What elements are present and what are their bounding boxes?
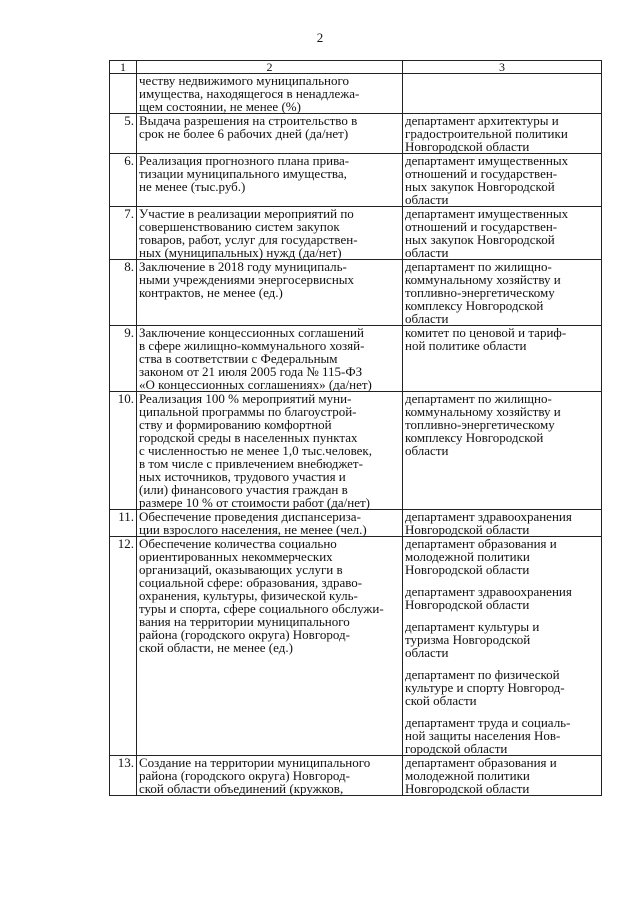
row-number: 9. <box>110 326 137 392</box>
indicator-text-line: имущества, находящегося в ненадлежа- <box>139 86 360 101</box>
header-col-1: 1 <box>110 61 137 74</box>
responsible-text-line: департамент труда и социаль- <box>405 715 571 730</box>
indicator-text-line: Создание на территории муниципального <box>139 755 371 770</box>
header-col-3: 3 <box>403 61 602 74</box>
indicator-text-line: Обеспечение количества социально <box>139 536 337 551</box>
responsible-department <box>405 537 599 576</box>
table-row <box>110 74 602 114</box>
responsible-text-line: ской области <box>405 693 477 708</box>
indicator-text-line: ской области объединений (кружков, <box>139 781 344 796</box>
indicator-text-line: размере 10 % от стоимости работ (да/нет) <box>139 495 370 510</box>
responsible-text-line: ной защиты населения Нов- <box>405 728 561 743</box>
responsible-text-line: отношений и государствен- <box>405 166 558 181</box>
responsible-text-line: департамент архитектуры и <box>405 113 559 128</box>
responsible-text-line: молодежной политики <box>405 768 530 783</box>
indicator-text-line: района (городского округа) Новгород- <box>139 627 350 642</box>
header-col-2: 2 <box>137 61 403 74</box>
indicator-text-line: Реализация 100 % мероприятий муни- <box>139 391 352 406</box>
row-number: 11. <box>110 510 137 537</box>
indicator-text-line: социальной сфере: образования, здраво- <box>139 575 363 590</box>
responsible-body <box>403 756 602 796</box>
indicator-text-line: организаций, оказывающих услуги в <box>139 562 343 577</box>
responsible-text-line: комплексу Новгородской <box>405 298 544 313</box>
responsible-text-line: департамент культуры и <box>405 619 540 634</box>
responsible-text-line: Новгородской области <box>405 522 530 537</box>
responsible-text-line: коммунальному хозяйству и <box>405 272 561 287</box>
responsible-text-line: департамент по физической <box>405 667 560 682</box>
indicator-text-line: ных (муниципальных) нужд (да/нет) <box>139 245 342 260</box>
indicator-text-line: совершенствованию систем закупок <box>139 219 340 234</box>
responsible-text-line: туризма Новгородской <box>405 632 531 647</box>
row-number: 7. <box>110 207 137 260</box>
table-body <box>110 74 602 796</box>
responsible-text-line: департамент по жилищно- <box>405 391 552 406</box>
table-row <box>110 510 602 537</box>
responsible-body <box>403 326 602 392</box>
indicator-text-line: щем состоянии, не менее (%) <box>139 99 301 114</box>
responsible-body <box>403 154 602 207</box>
responsible-text-line: области <box>405 443 449 458</box>
indicators-table <box>109 60 602 796</box>
responsible-text-line: ной политике области <box>405 338 527 353</box>
indicator-text <box>137 154 403 207</box>
responsible-body <box>403 392 602 510</box>
responsible-body <box>403 114 602 154</box>
row-number: 6. <box>110 154 137 207</box>
responsible-text-line: топливно-энергетическому <box>405 285 555 300</box>
row-number: 12. <box>110 537 137 756</box>
table-row <box>110 154 602 207</box>
indicator-text-line: ции взрослого населения, не менее (чел.) <box>139 522 367 537</box>
indicator-text <box>137 114 403 154</box>
indicator-text-line: ориентированных некоммерческих <box>139 549 333 564</box>
responsible-text-line: Новгородской области <box>405 562 530 577</box>
responsible-department <box>405 207 599 259</box>
indicator-text-line: честву недвижимого муниципального <box>139 73 349 88</box>
responsible-text-line: культуре и спорту Новгород- <box>405 680 565 695</box>
indicator-text-line: контрактов, не менее (ед.) <box>139 285 283 300</box>
indicator-text-line: Обеспечение проведения диспансериза- <box>139 509 361 524</box>
indicator-text <box>137 260 403 326</box>
responsible-text-line: департамент здравоохранения <box>405 509 572 524</box>
responsible-text-line: градостроительной политики <box>405 126 568 141</box>
responsible-text-line: молодежной политики <box>405 549 530 564</box>
responsible-department <box>405 620 599 659</box>
table-header-row <box>110 61 602 74</box>
responsible-department <box>405 510 599 536</box>
responsible-body <box>403 74 602 114</box>
table-row <box>110 207 602 260</box>
responsible-text-line: области <box>405 311 449 326</box>
indicator-text-line: ных источников, трудового участия и <box>139 469 346 484</box>
table-row <box>110 326 602 392</box>
row-number: 10. <box>110 392 137 510</box>
indicator-text-line: товаров, работ, услуг для государствен- <box>139 232 358 247</box>
responsible-department <box>405 585 599 611</box>
responsible-body <box>403 207 602 260</box>
responsible-text-line: области <box>405 192 449 207</box>
responsible-text-line: комитет по ценовой и тариф- <box>405 325 567 340</box>
responsible-text-line: Новгородской области <box>405 781 530 796</box>
table-row <box>110 260 602 326</box>
indicator-text-line: «О концессионных соглашениях» (да/нет) <box>139 377 372 392</box>
responsible-text-line: департамент образования и <box>405 755 557 770</box>
responsible-text-line: топливно-энергетическому <box>405 417 555 432</box>
responsible-department <box>405 668 599 707</box>
indicator-text <box>137 756 403 796</box>
responsible-text-line: ных закупок Новгородской <box>405 232 555 247</box>
responsible-text-line: департамент здравоохранения <box>405 584 572 599</box>
indicator-text-line: охранения, культуры, физической куль- <box>139 588 358 603</box>
row-number <box>110 74 137 114</box>
indicator-text-line: ными учреждениями энергосервисных <box>139 272 355 287</box>
responsible-text-line: департамент образования и <box>405 536 557 551</box>
indicator-text <box>137 510 403 537</box>
row-number: 5. <box>110 114 137 154</box>
indicator-text-line: с численностью не менее 1,0 тыс.человек, <box>139 443 372 458</box>
responsible-text-line: комплексу Новгородской <box>405 430 544 445</box>
responsible-text-line: департамент по жилищно- <box>405 259 552 274</box>
indicator-text-line: ской области, не менее (ед.) <box>139 640 293 655</box>
row-number: 8. <box>110 260 137 326</box>
table-row <box>110 537 602 756</box>
indicator-text <box>137 537 403 756</box>
page-number: 2 <box>316 30 324 45</box>
indicator-text-line: Участие в реализации мероприятий по <box>139 206 354 221</box>
indicator-text-line: вания на территории муниципального <box>139 614 350 629</box>
responsible-department <box>405 260 599 325</box>
row-number: 13. <box>110 756 137 796</box>
indicator-text <box>137 207 403 260</box>
responsible-department <box>405 154 599 206</box>
table-row <box>110 756 602 796</box>
responsible-department <box>405 392 599 457</box>
responsible-text-line: области <box>405 645 449 660</box>
indicator-text-line: ства в соответствии с Федеральным <box>139 351 338 366</box>
indicator-text-line: района (городского округа) Новгород- <box>139 768 350 783</box>
indicator-text-line: ципальной программы по благоустрой- <box>139 404 357 419</box>
indicator-text <box>137 74 403 114</box>
responsible-department <box>405 716 599 755</box>
responsible-text-line: отношений и государствен- <box>405 219 558 234</box>
responsible-text-line: Новгородской области <box>405 597 530 612</box>
responsible-text-line: коммунальному хозяйству и <box>405 404 561 419</box>
indicator-text-line: (или) финансового участия граждан в <box>139 482 348 497</box>
responsible-text-line: ных закупок Новгородской <box>405 179 555 194</box>
responsible-text-line: городской области <box>405 741 508 756</box>
indicator-text-line: городской среды в населенных пунктах <box>139 430 358 445</box>
indicator-text-line: срок не более 6 рабочих дней (да/нет) <box>139 126 349 141</box>
indicator-text-line: Заключение в 2018 году муниципаль- <box>139 259 347 274</box>
indicator-text-line: Заключение концессионных соглашений <box>139 325 364 340</box>
indicator-text <box>137 392 403 510</box>
responsible-department <box>405 756 599 795</box>
indicator-text-line: Выдача разрешения на строительство в <box>139 113 358 128</box>
indicator-text <box>137 326 403 392</box>
responsible-text-line: Новгородской области <box>405 139 530 154</box>
indicator-text-line: в том числе с привлечением внебюджет- <box>139 456 363 471</box>
responsible-department <box>405 114 599 153</box>
table-row <box>110 392 602 510</box>
table-row <box>110 114 602 154</box>
responsible-text-line: области <box>405 245 449 260</box>
indicator-text-line: не менее (тыс.руб.) <box>139 179 246 194</box>
responsible-department <box>405 326 599 352</box>
responsible-body <box>403 260 602 326</box>
responsible-text-line: департамент имущественных <box>405 153 569 168</box>
responsible-body <box>403 537 602 756</box>
indicator-text-line: туры и спорта, сфере социального обслужи- <box>139 601 384 616</box>
indicator-text-line: в сфере жилищно-коммунального хозяй- <box>139 338 365 353</box>
indicator-text-line: законом от 21 июля 2005 года № 115-ФЗ <box>139 364 363 379</box>
indicator-text-line: Реализация прогнозного плана прива- <box>139 153 350 168</box>
indicator-text-line: ству и формированию комфортной <box>139 417 332 432</box>
responsible-text-line: департамент имущественных <box>405 206 569 221</box>
indicator-text-line: тизации муниципального имущества, <box>139 166 347 181</box>
responsible-body <box>403 510 602 537</box>
